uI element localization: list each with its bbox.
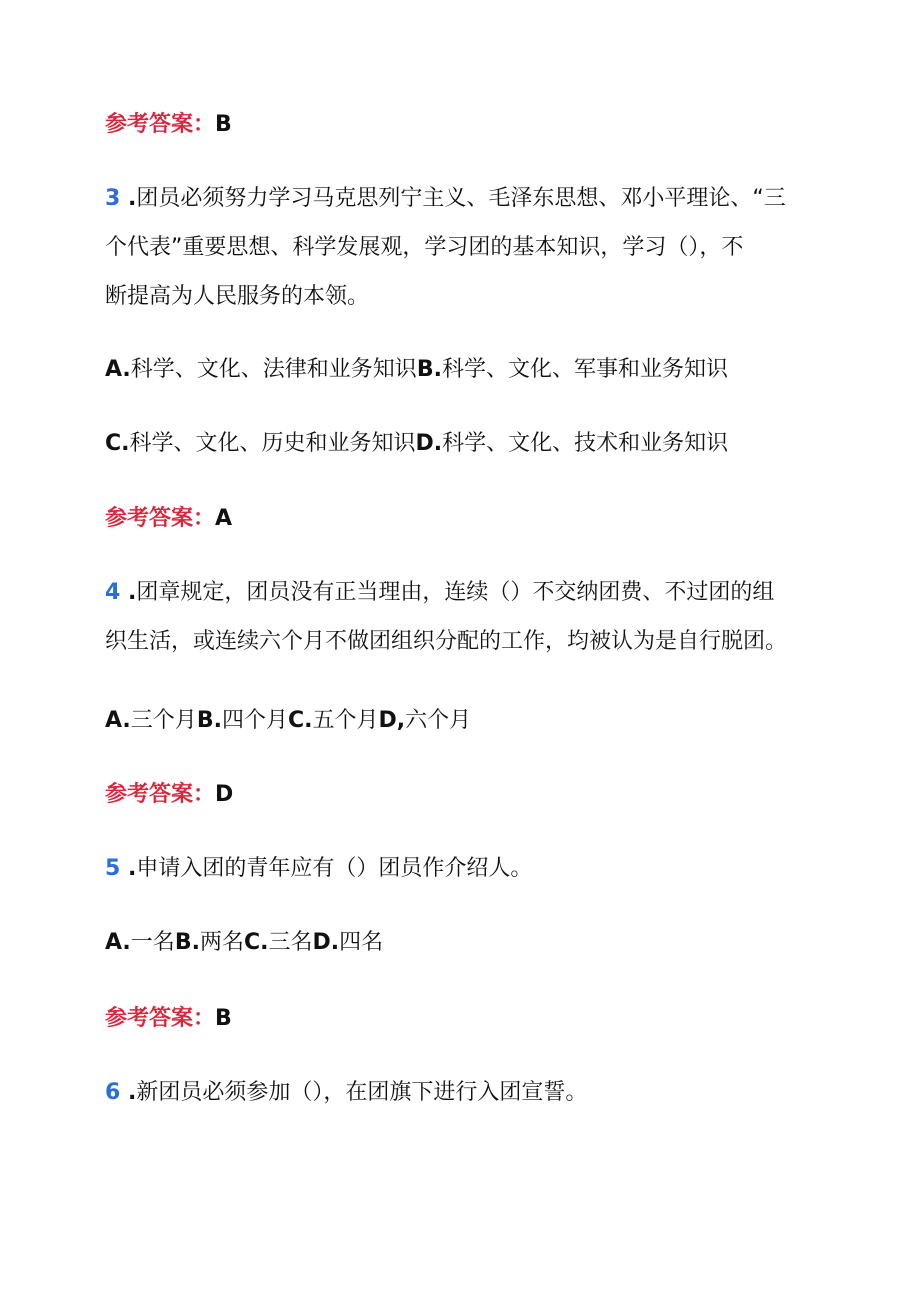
answer-value: A	[215, 506, 233, 531]
question-text: 团员必须努力学习马克思列宁主义、毛泽东思想、邓小平理论、“三	[136, 186, 786, 211]
question-text: 断提高为人民服务的本领。	[105, 284, 370, 309]
question-4-line-2	[105, 627, 787, 657]
option-text: 一名	[130, 930, 175, 955]
question-number: 5	[105, 856, 121, 881]
question-dot: .	[120, 580, 137, 605]
answer-line-q3	[105, 504, 232, 534]
question-3-options-2	[105, 429, 728, 459]
option-text: 五个月	[312, 708, 379, 733]
question-text: 新团员必须参加（），在团旗下进行入团宣誓。	[136, 1080, 588, 1105]
option-text: 科学、文化、军事和业务知识	[441, 357, 728, 382]
answer-value: B	[215, 112, 232, 137]
question-4-options	[105, 706, 471, 736]
question-3-options-1	[105, 355, 728, 385]
question-text: 织生活，或连续六个月不做团组织分配的工作，均被认为是自行脱团。	[105, 629, 788, 654]
option-text: 科学、文化、法律和业务知识	[130, 357, 417, 382]
question-text: 团章规定，团员没有正当理由，连续（）不交纳团费、不过团的组	[136, 580, 775, 605]
option-letter: D.	[415, 431, 443, 456]
option-text: 科学、文化、历史和业务知识	[129, 431, 416, 456]
question-dot: .	[120, 856, 137, 881]
question-dot: .	[120, 186, 137, 211]
option-letter: A.	[105, 357, 131, 382]
question-3-line-3	[105, 282, 369, 312]
option-letter: C.	[105, 431, 130, 456]
option-text: 三个月	[130, 708, 197, 733]
option-text: 六个月	[405, 708, 472, 733]
question-3-line-2	[105, 233, 743, 263]
option-text: 科学、文化、技术和业务知识	[442, 431, 729, 456]
option-letter: D.	[312, 930, 340, 955]
answer-label: 参考答案：	[105, 506, 216, 531]
question-number: 3	[105, 186, 121, 211]
answer-value: B	[215, 1006, 232, 1031]
question-text: 申请入团的青年应有（）团员作介绍人。	[136, 856, 533, 881]
answer-line-q5	[105, 1004, 232, 1034]
option-letter: C.	[287, 708, 313, 733]
option-letter: B.	[174, 930, 200, 955]
question-5-options	[105, 928, 383, 958]
question-dot: .	[120, 1080, 137, 1105]
question-6-line-1	[105, 1078, 587, 1108]
answer-label: 参考答案：	[105, 782, 216, 807]
answer-line-q2	[105, 110, 232, 140]
answer-line-q4	[105, 780, 233, 810]
option-text: 三名	[268, 930, 313, 955]
option-letter: C.	[243, 930, 269, 955]
question-5-line-1	[105, 854, 532, 884]
option-letter: D,	[378, 708, 406, 733]
question-number: 6	[105, 1080, 121, 1105]
option-letter: A.	[105, 930, 131, 955]
option-letter: B.	[416, 357, 442, 382]
answer-label: 参考答案：	[105, 1006, 216, 1031]
option-text: 两名	[199, 930, 244, 955]
answer-value: D	[215, 782, 234, 807]
option-text: 四名	[339, 930, 384, 955]
question-text: 个代表”重要思想、科学发展观，学习团的基本知识，学习（），不	[105, 235, 744, 260]
option-letter: A.	[105, 708, 131, 733]
option-letter: B.	[196, 708, 222, 733]
question-3-line-1	[105, 184, 786, 214]
option-text: 四个月	[221, 708, 288, 733]
question-number: 4	[105, 580, 121, 605]
answer-label: 参考答案：	[105, 112, 216, 137]
question-4-line-1	[105, 578, 774, 608]
